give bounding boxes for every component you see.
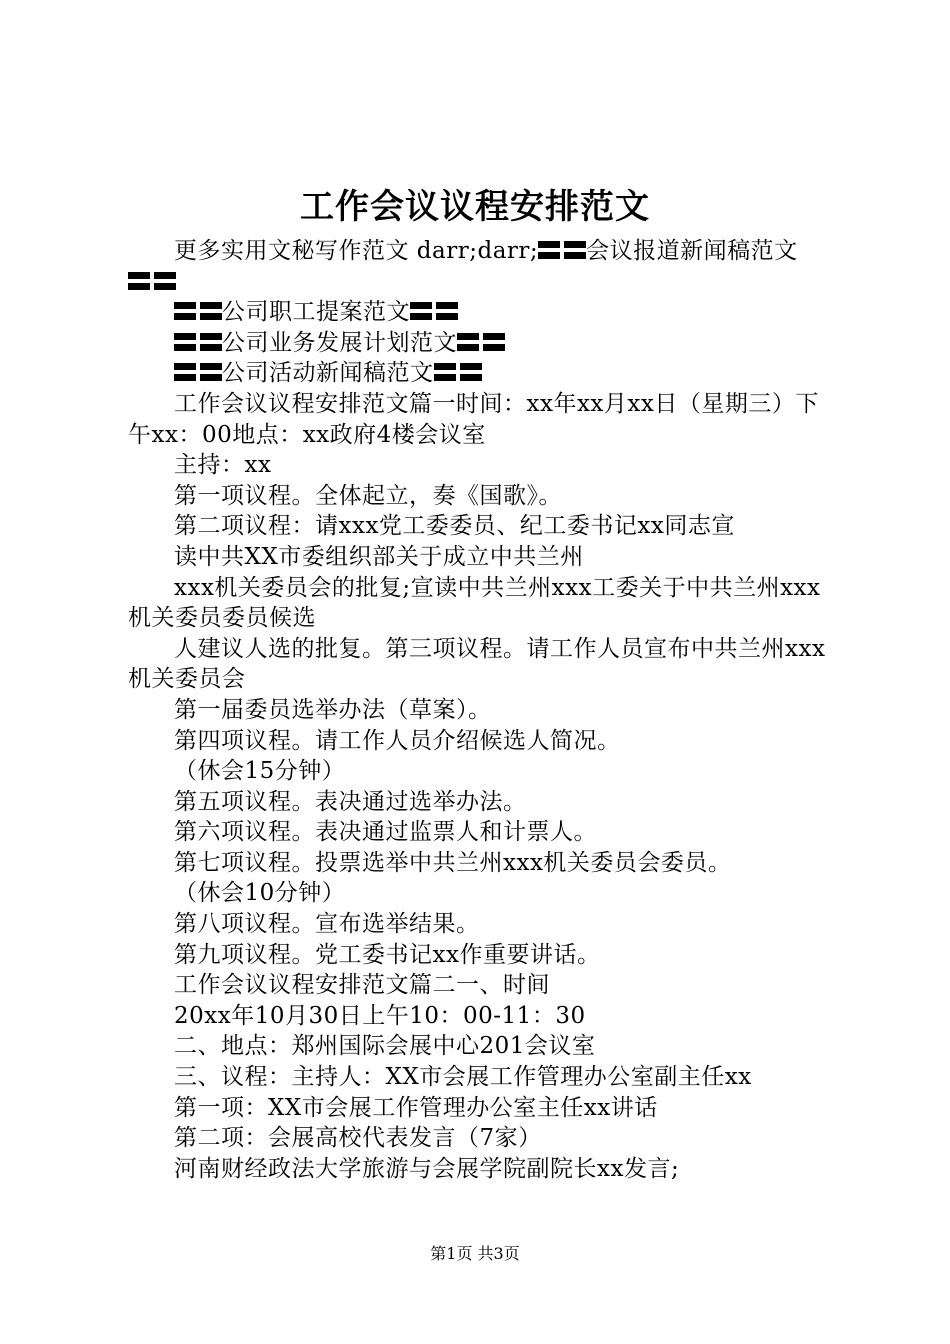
link-staff-proposal[interactable]: 公司职工提案范文 bbox=[222, 299, 410, 326]
bracket-block-icon bbox=[457, 333, 505, 351]
paragraph: 第九项议程。党工委书记xx作重要讲话。 bbox=[174, 941, 601, 968]
paragraph: 第四项议程。请工作人员介绍候选人简况。 bbox=[174, 727, 621, 754]
bracket-block-icon bbox=[410, 302, 458, 320]
bracket-block-icon bbox=[174, 363, 222, 381]
document-title: 工作会议议程安排范文 bbox=[300, 187, 650, 227]
paragraph: 工作会议议程安排范文篇二一、时间 bbox=[174, 972, 550, 999]
paragraph: 读中共XX市委组织部关于成立中共兰州 bbox=[174, 543, 584, 570]
paragraph: 第二项：会展高校代表发言（7家） bbox=[174, 1125, 542, 1152]
paragraph: 第一项议程。全体起立，奏《国歌》。 bbox=[174, 482, 562, 509]
bracket-block-icon bbox=[174, 302, 222, 320]
bracket-block-icon bbox=[128, 272, 176, 290]
link-business-plan[interactable]: 公司业务发展计划范文 bbox=[222, 329, 457, 356]
paragraph: （休会10分钟） bbox=[174, 880, 346, 907]
intro-link-row bbox=[128, 358, 833, 389]
paragraph: xxx机关委员会的批复;宣读中共兰州xxx工委关于中共兰州xxx机关委员委员候选 bbox=[128, 574, 821, 632]
paragraph: 河南财经政法大学旅游与会展学院副院长xx发言; bbox=[174, 1155, 680, 1182]
document-body bbox=[128, 236, 833, 1184]
paragraph: 第五项议程。表决通过选举办法。 bbox=[174, 788, 527, 815]
paragraph: 工作会议议程安排范文篇一时间：xx年xx月xx日（星期三）下午xx：00地点：xx政府4楼会议室 bbox=[128, 390, 819, 448]
intro-link-row bbox=[128, 328, 833, 359]
paragraph: 第一项：XX市会展工作管理办公室主任xx讲话 bbox=[174, 1094, 658, 1121]
paragraph: 二、地点：郑州国际会展中心201会议室 bbox=[174, 1033, 596, 1060]
paragraph: 20xx年10月30日上午10：00-11：30 bbox=[174, 1002, 586, 1029]
paragraph: 第一届委员选举办法（草案）。 bbox=[174, 696, 492, 723]
intro-text: 更多实用文秘写作范文 darr;darr; bbox=[174, 238, 539, 264]
intro-line bbox=[128, 236, 833, 297]
paragraph: 第七项议程。投票选举中共兰州xxx机关委员会委员。 bbox=[174, 849, 732, 876]
paragraph: （休会15分钟） bbox=[174, 758, 346, 785]
link-meeting-news[interactable]: 会议报道新闻稿范文 bbox=[586, 238, 798, 264]
paragraph: 第二项议程：请xxx党工委委员、纪工委书记xx同志宣 bbox=[174, 513, 735, 540]
intro-link-row bbox=[128, 297, 833, 328]
bracket-block-icon bbox=[538, 241, 586, 259]
paragraph: 人建议人选的批复。第三项议程。请工作人员宣布中共兰州xxx机关委员会 bbox=[128, 635, 826, 693]
paragraph: 第六项议程。表决通过监票人和计票人。 bbox=[174, 819, 597, 846]
paragraph: 主持：xx bbox=[174, 452, 272, 479]
bracket-block-icon bbox=[174, 333, 222, 351]
paragraph: 第八项议程。宣布选举结果。 bbox=[174, 911, 480, 938]
bracket-block-icon bbox=[434, 363, 482, 381]
page-footer: 第1页 共3页 bbox=[430, 1244, 520, 1263]
link-event-news[interactable]: 公司活动新闻稿范文 bbox=[222, 360, 434, 387]
paragraph: 三、议程：主持人：XX市会展工作管理办公室副主任xx bbox=[174, 1064, 752, 1091]
